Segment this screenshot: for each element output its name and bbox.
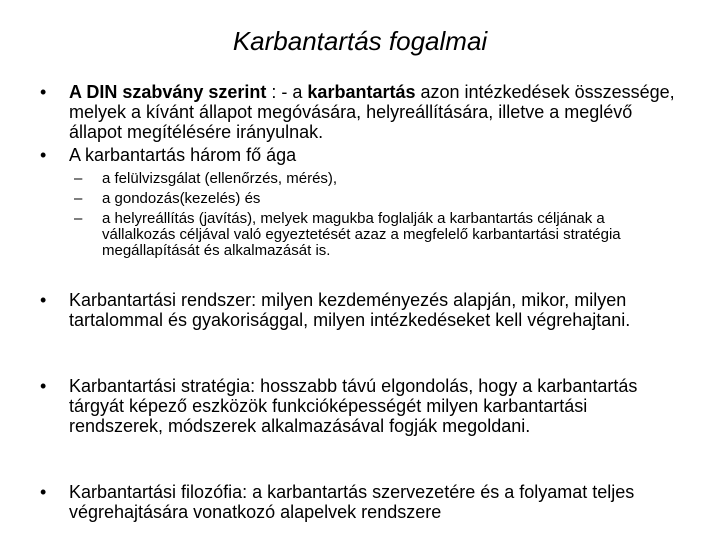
bullet-group-philosophy	[0, 482, 720, 522]
bullet-group-strategy	[0, 376, 720, 436]
din-definition-text: azon intézkedések összessége, melyek a kívánt állapot megóvására, helyreállítására, illetve a meglévő állapot megítélésére irányulnak.	[69, 82, 675, 142]
dash-marker: –	[74, 190, 83, 207]
bullet-marker: •	[40, 376, 47, 396]
bullet-group-top	[0, 82, 720, 263]
sub-item-care	[0, 191, 720, 207]
sub-item-inspection	[0, 171, 720, 187]
sub-item-text: a felülvizsgálat (ellenőrzés, mérés),	[102, 170, 338, 187]
maintenance-philosophy-text: Karbantartási filozófia: a karbantartás szervezetére és a folyamat teljes végrehajtására vonatkozó alapelvek rendszere	[69, 482, 635, 522]
bullet-maintenance-strategy	[0, 376, 720, 436]
bullet-marker: •	[40, 145, 47, 165]
dash-marker: –	[74, 210, 83, 227]
maintenance-system-text: Karbantartási rendszer: milyen kezdeményezés alapján, mikor, milyen tartalommal és gyakorisággal, milyen intézkedéseket kell végrehajtani.	[69, 290, 631, 330]
karbantartas-term: karbantartás	[307, 82, 416, 102]
sub-item-text: a gondozás(kezelés) és	[102, 190, 261, 207]
din-separator: : - a	[266, 82, 308, 102]
sub-item-text: a helyreállítás (javítás), melyek magukba foglalják a karbantartás céljának a vállalkozás céljával való egyeztetését azaz a megfelelő karbantartási stratégia megállapítását és alkalmazását is.	[102, 210, 621, 259]
maintenance-strategy-text: Karbantartási stratégia: hosszabb távú elgondolás, hogy a karbantartás tárgyát képező eszközök funkcióképességét milyen karbantartási rendszerek, módszerek alkalmazásával fogják megoldani.	[69, 376, 638, 436]
sub-item-repair	[0, 211, 720, 259]
bullet-marker: •	[40, 290, 47, 310]
bullet-marker: •	[40, 482, 47, 502]
bullet-three-branches	[0, 145, 720, 165]
bullet-group-system	[0, 290, 720, 330]
bullet-maintenance-philosophy	[0, 482, 720, 522]
dash-marker: –	[74, 170, 83, 187]
bullet-marker: •	[40, 82, 47, 102]
slide-title: Karbantartás fogalmai	[232, 26, 488, 56]
bullet-din-definition	[0, 82, 720, 142]
three-branches-text: A karbantartás három fő ága	[69, 145, 297, 165]
din-standard-label: A DIN szabvány szerint	[69, 82, 267, 102]
bullet-maintenance-system	[0, 290, 720, 330]
